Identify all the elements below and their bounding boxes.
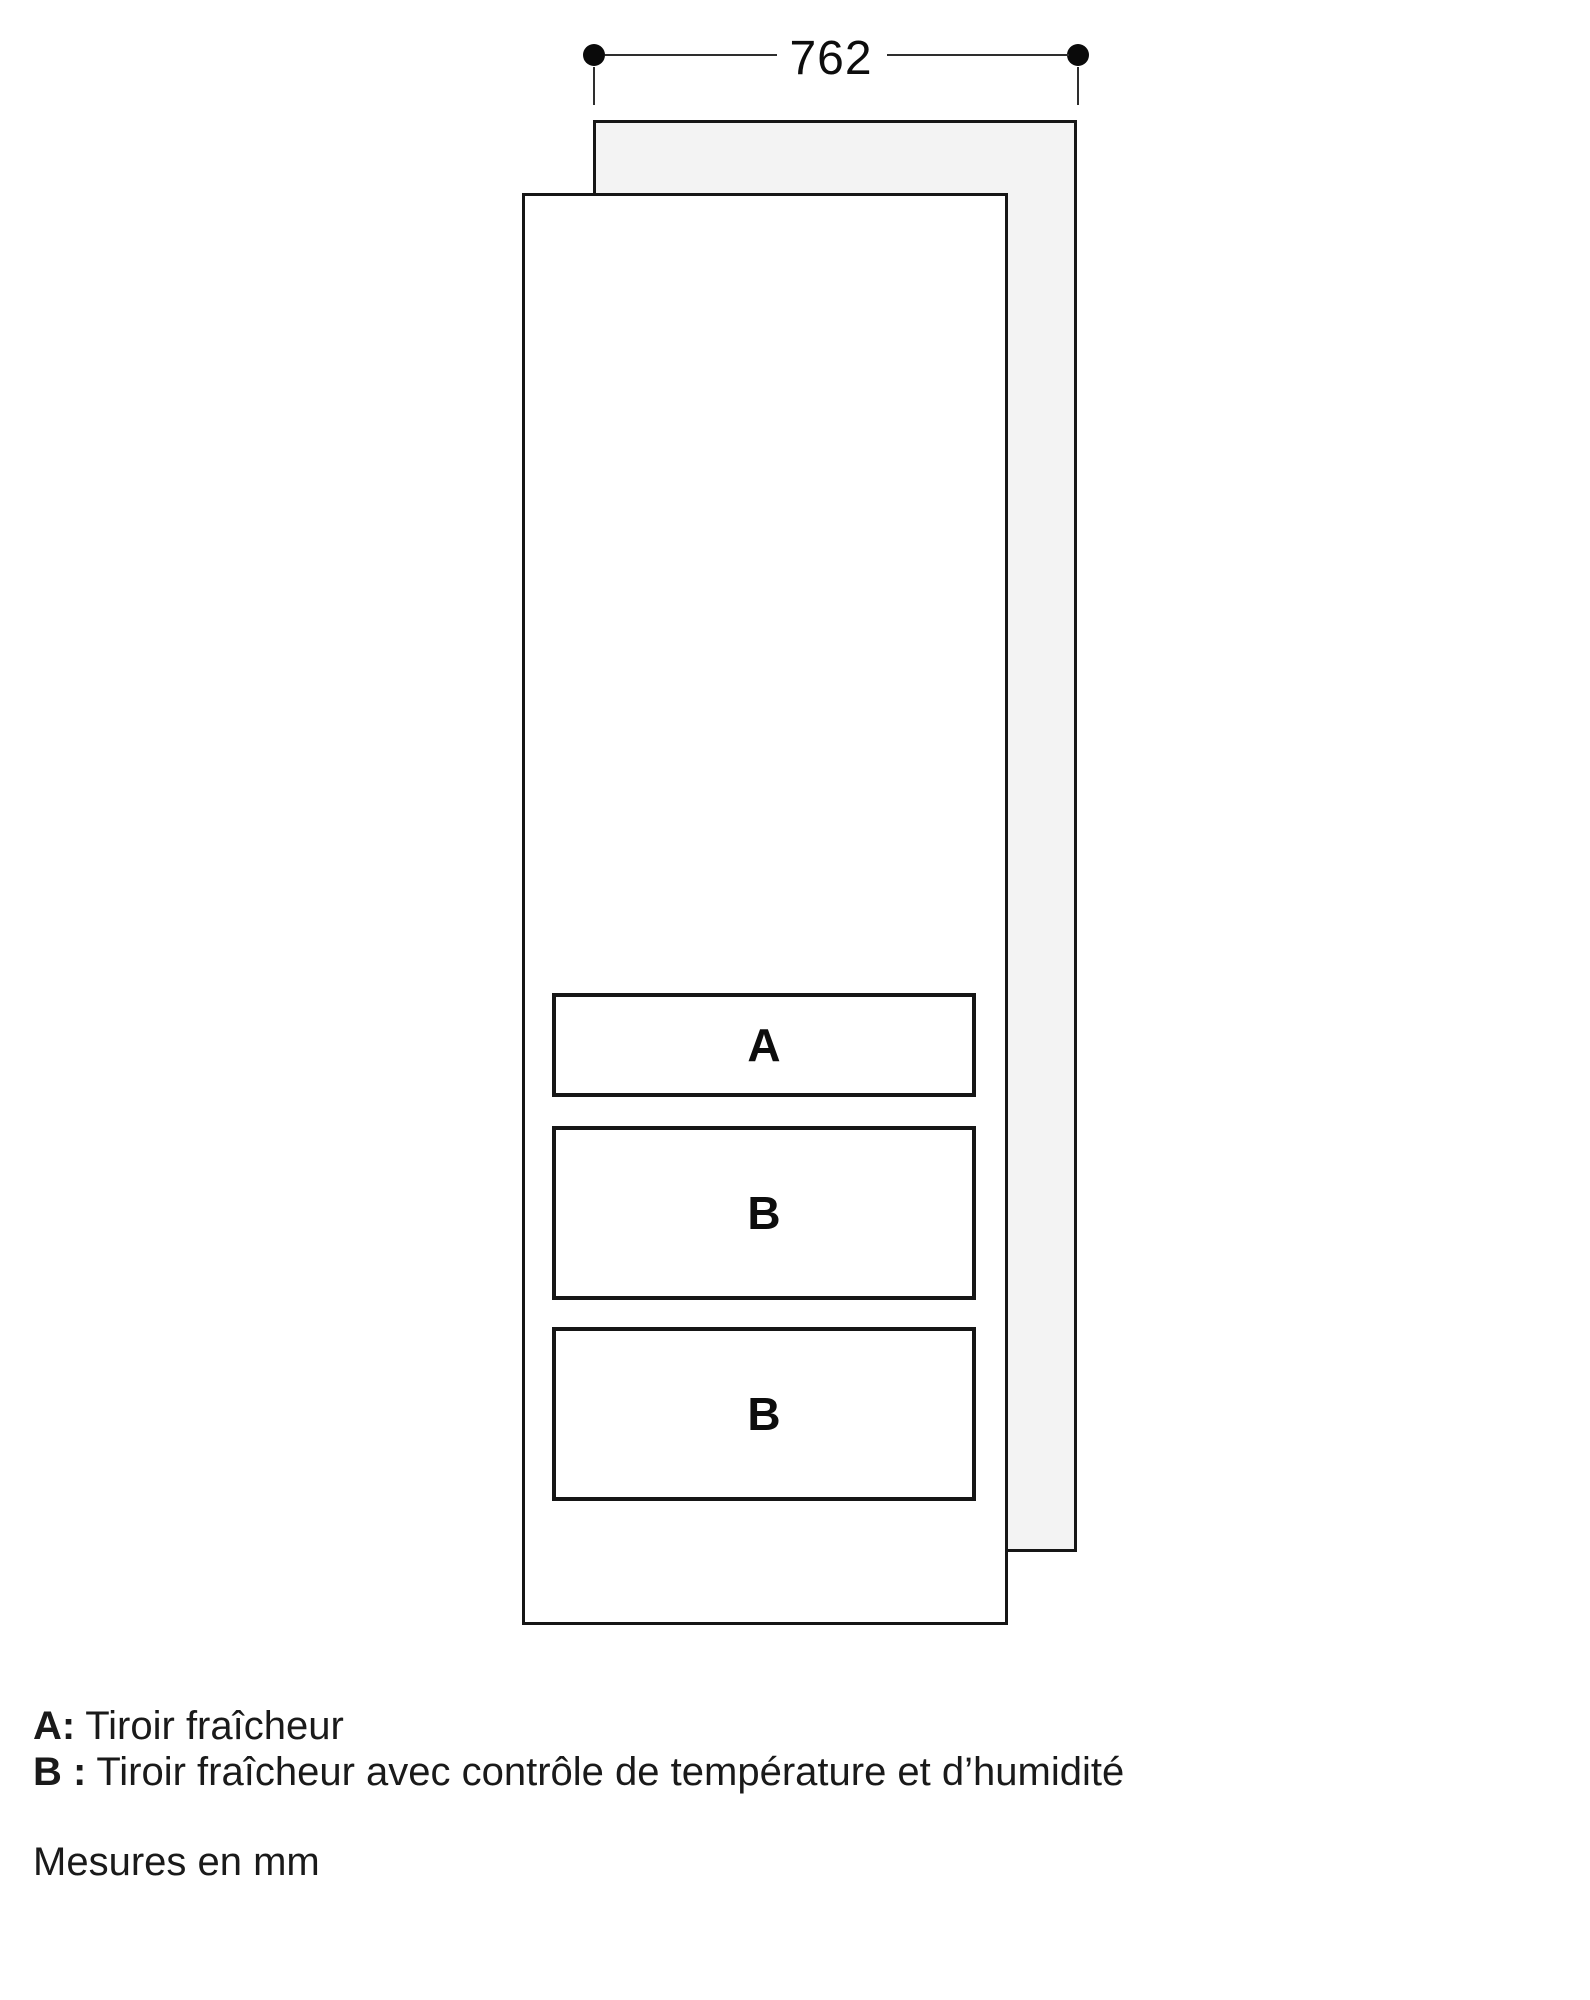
drawer-a bbox=[552, 993, 976, 1097]
measurement-unit-note: Mesures en mm bbox=[33, 1840, 320, 1884]
legend-item-a-key: A: bbox=[33, 1704, 76, 1748]
dimension-extension-line-right bbox=[1077, 67, 1079, 105]
drawer-a-label: A bbox=[747, 1019, 781, 1071]
dimension-endpoint-left-dot bbox=[583, 44, 605, 66]
dimension-extension-line-left bbox=[593, 67, 595, 105]
drawer-b-upper-label: B bbox=[747, 1187, 781, 1239]
legend-item-b bbox=[33, 1749, 1124, 1795]
legend-item-b-key: B : bbox=[33, 1750, 87, 1794]
drawer-b-lower bbox=[552, 1327, 976, 1501]
dimension-endpoint-right-dot bbox=[1067, 44, 1089, 66]
legend-item-a-text: Tiroir fraîcheur bbox=[85, 1704, 344, 1748]
legend-item-b-text: Tiroir fraîcheur avec contrôle de température et d’humidité bbox=[96, 1750, 1125, 1794]
width-dimension-label: 762 bbox=[789, 32, 873, 85]
dimension-line-right-segment bbox=[887, 54, 1069, 56]
drawer-b-lower-label: B bbox=[747, 1388, 781, 1440]
drawer-b-upper bbox=[552, 1126, 976, 1300]
legend-item-a bbox=[33, 1703, 344, 1749]
dimension-line-left-segment bbox=[605, 54, 777, 56]
